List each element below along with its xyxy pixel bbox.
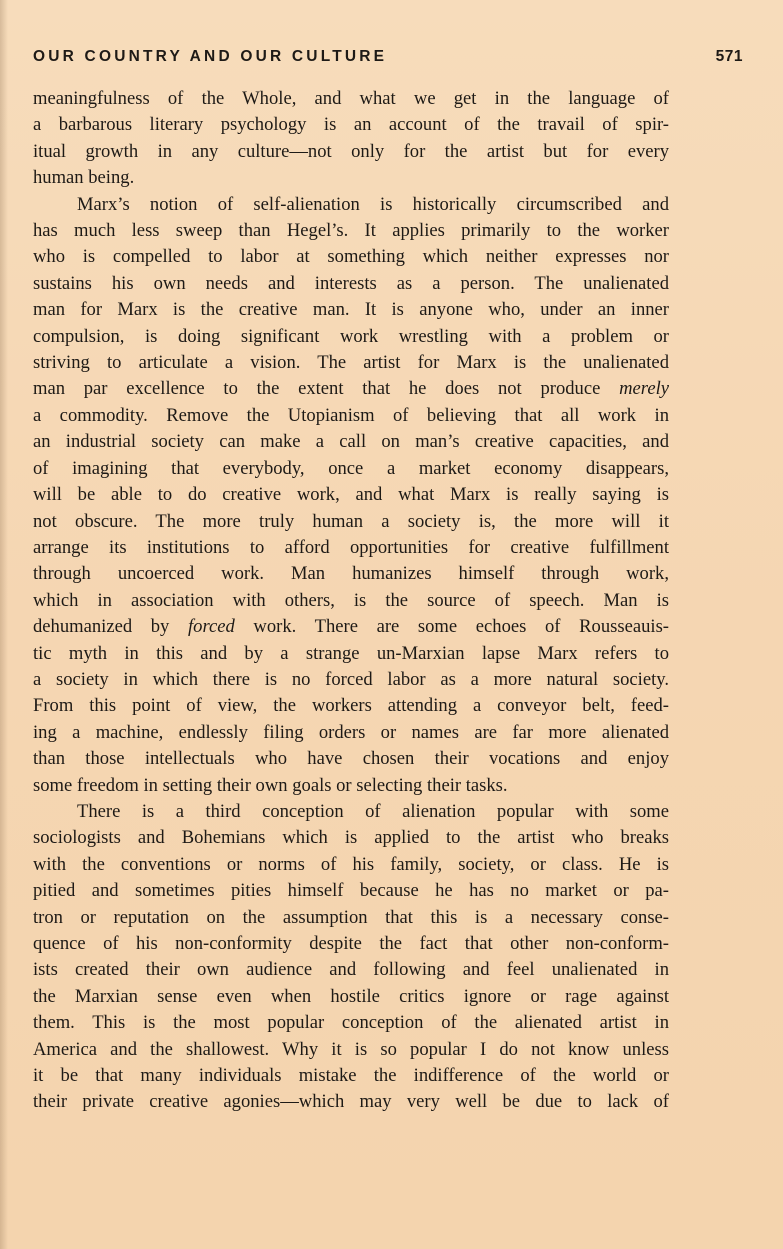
paragraph-3: [33, 799, 669, 1116]
running-head-title: OUR COUNTRY AND OUR CULTURE: [33, 48, 388, 65]
text-line: [33, 614, 669, 640]
text-line: a commodity. Remove the Utopianism of believing that all work in: [33, 404, 669, 426]
page-number: 571: [715, 48, 743, 65]
text-line: an industrial society can make a call on man’s creative capacities, and: [33, 431, 669, 453]
emphasis-merely: merely: [619, 378, 669, 400]
text-line: man for Marx is the creative man. It is anyone who, under an inner: [33, 299, 669, 321]
text-line: some freedom in setting their own goals or selecting their tasks.: [33, 774, 508, 796]
text-line: them. This is the most popular conception of the alienated artist in: [33, 1012, 669, 1034]
text-line: meaningfulness of the Whole, and what we get in the language of: [33, 88, 669, 109]
paragraph-1: [33, 86, 669, 192]
text-line: has much less sweep than Hegel’s. It applies primarily to the worker: [33, 220, 669, 242]
text-line: will be able to do creative work, and what Marx is really saying is: [33, 484, 669, 506]
body-text: [33, 86, 669, 1116]
text-line: a barbarous literary psychology is an account of the travail of spir-: [33, 114, 669, 136]
running-head: [33, 48, 743, 72]
gutter-shadow: [0, 0, 8, 1249]
text-line: not obscure. The more truly human a society is, the more will it: [33, 510, 669, 532]
text-line: the Marxian sense even when hostile critics ignore or rage against: [33, 985, 669, 1007]
text-line: quence of his non-conformity despite the fact that other non-conform-: [33, 933, 669, 954]
text-line: which in association with others, is the source of speech. Man is: [33, 589, 669, 611]
text-line: a society in which there is no forced labor as a more natural society.: [33, 668, 669, 690]
text-line: pitied and sometimes pities himself because he has no market or pa-: [33, 880, 669, 902]
text-line: arrange its institutions to afford opportunities for creative fulfillment: [33, 536, 669, 558]
text-run: man par excellence to the extent that he does not produce: [33, 378, 620, 400]
text-line: itual growth in any culture—not only for the artist but for every: [33, 140, 669, 162]
text-line: with the conventions or norms of his family, society, or class. He is: [33, 853, 669, 875]
text-line: through uncoerced work. Man humanizes himself through work,: [33, 563, 669, 585]
text-line: America and the shallowest. Why it is so popular I do not know unless: [33, 1038, 669, 1060]
text-line: sociologists and Bohemians which is applied to the artist who breaks: [33, 827, 669, 849]
text-line: tic myth in this and by a strange un-Marxian lapse Marx refers to: [33, 642, 669, 664]
emphasis-forced: forced: [187, 616, 235, 638]
text-run: work. There are some echoes of Rousseauis-: [234, 616, 669, 638]
text-line: human being.: [33, 167, 135, 189]
paragraph-2: [33, 192, 669, 799]
text-line: There is a third conception of alienation popular with some: [77, 800, 669, 822]
text-line: sustains his own needs and interests as a person. The unalienated: [33, 272, 669, 294]
text-line: Marx’s notion of self-alienation is historically circumscribed and: [77, 193, 669, 215]
text-line: ists created their own audience and following and feel unalienated in: [33, 959, 669, 981]
text-line: of imagining that everybody, once a market economy disappears,: [33, 457, 669, 479]
text-line: who is compelled to labor at something which neither expresses nor: [33, 246, 669, 268]
text-run: dehumanized by: [33, 616, 188, 638]
text-line: their private creative agonies—which may very well be due to lack of: [33, 1091, 669, 1113]
text-line: [33, 376, 669, 402]
text-line: it be that many individuals mistake the indifference of the world or: [33, 1065, 669, 1087]
text-line: tron or reputation on the assumption that this is a necessary conse-: [33, 906, 669, 928]
text-line: From this point of view, the workers attending a conveyor belt, feed-: [33, 695, 669, 717]
text-line: compulsion, is doing significant work wrestling with a problem or: [33, 325, 669, 347]
text-line: ing a machine, endlessly filing orders or names are far more alienated: [33, 721, 669, 743]
text-line: striving to articulate a vision. The artist for Marx is the unalienated: [33, 352, 669, 374]
text-line: than those intellectuals who have chosen their vocations and enjoy: [33, 748, 669, 770]
